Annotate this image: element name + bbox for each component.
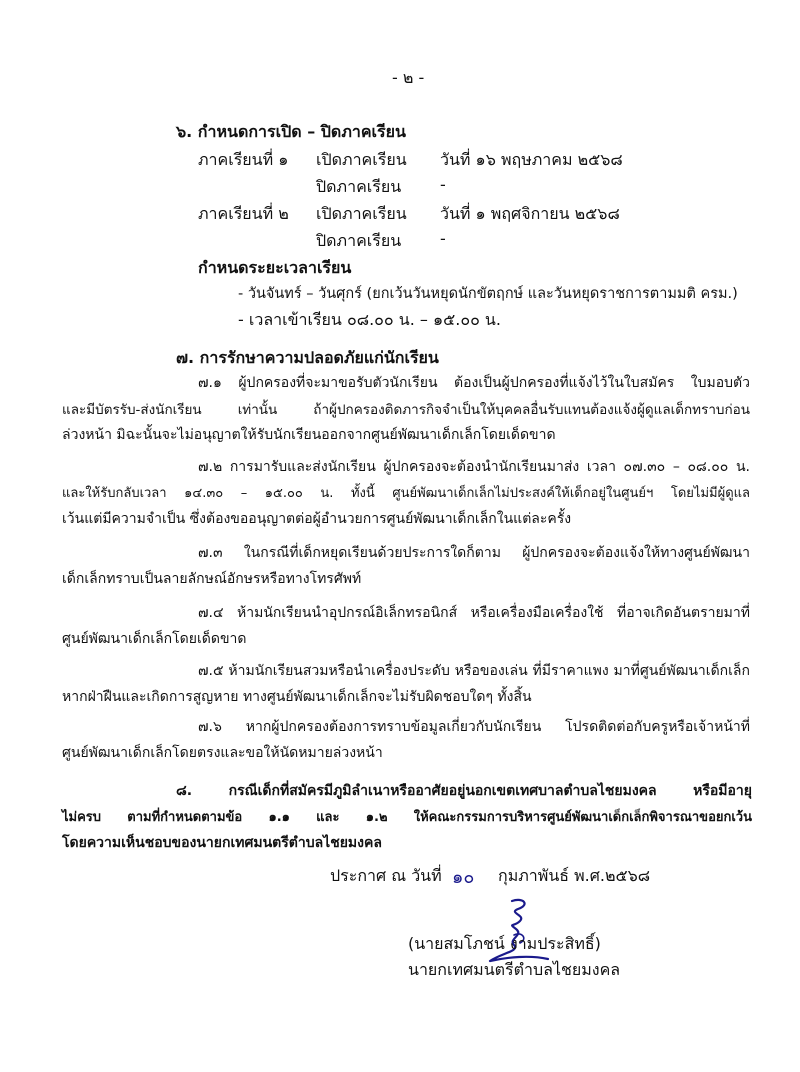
term1-label: ภาคเรียนที่ ๑ bbox=[198, 150, 289, 169]
item-line: หากฝ่าฝืนและเกิดการสูญหาย ทางศูนย์พัฒนาเด็กเล็กจะไม่รับผิดชอบใดๆ ทั้งสิ้น bbox=[62, 689, 532, 705]
item-line: ๗.๒ การมารับและส่งนักเรียน ผู้ปกครองจะต้องนำนักเรียนมาส่ง เวลา ๐๗.๓๐ – ๐๘.๐๐ น. bbox=[198, 459, 750, 475]
section8-line: ไม่ครบ ตามที่กำหนดตามข้อ ๑.๑ และ ๑.๒ ให้คณะกรรมการบริหารศูนย์พัฒนาเด็กเล็กพิจารณาขอยกเว้น bbox=[62, 810, 752, 825]
term2-close-date: - bbox=[440, 229, 446, 248]
term1-open-label: เปิดภาคเรียน bbox=[316, 150, 407, 169]
term2-open-label: เปิดภาคเรียน bbox=[316, 204, 407, 223]
section8-line: ๘. กรณีเด็กที่สมัครมีภูมิลำเนาหรืออาศัยอยู่นอกเขตเทศบาลตำบลไชยมงคล หรือมีอายุ bbox=[176, 783, 752, 799]
announcement-prefix: ประกาศ ณ วันที่ bbox=[330, 866, 442, 885]
term1-open-date: วันที่ ๑๖ พฤษภาคม ๒๕๖๘ bbox=[440, 150, 623, 169]
section7-heading: ๗. การรักษาความปลอดภัยแก่นักเรียน bbox=[176, 348, 439, 367]
announcement-month-year: กุมภาพันธ์ พ.ศ.๒๕๖๘ bbox=[498, 866, 651, 885]
announcement-day: ๑๐ bbox=[452, 867, 475, 888]
signatory-title: นายกเทศมนตรีตำบลไชยมงคล bbox=[408, 960, 621, 979]
item-line: เด็กเล็กทราบเป็นลายลักษณ์อักษรหรือทางโทรศัพท์ bbox=[62, 571, 362, 587]
item-line: ๗.๕ ห้ามนักเรียนสวมหรือนำเครื่องประดับ หรือของเล่น ที่มีราคาแพง มาที่ศูนย์พัฒนาเด็กเล็ก bbox=[198, 663, 750, 679]
item-line: ๗.๖ หากผู้ปกครองต้องการทราบข้อมูลเกี่ยวกับนักเรียน โปรดติดต่อกับครูหรือเจ้าหน้าที่ bbox=[198, 719, 750, 735]
item-line: ๗.๑ ผู้ปกครองที่จะมาขอรับตัวนักเรียน ต้องเป็นผู้ปกครองที่แจ้งไว้ในใบสมัคร ใบมอบตัว bbox=[198, 375, 750, 391]
schedule-heading: กำหนดระยะเวลาเรียน bbox=[198, 258, 352, 277]
item-line: ล่วงหน้า มิฉะนั้นจะไม่อนุญาตให้รับนักเรียนออกจากศูนย์พัฒนาเด็กเล็กโดยเด็ดขาด bbox=[62, 427, 556, 443]
item-line: ๗.๔ ห้ามนักเรียนนำอุปกรณ์อิเล็กทรอนิกส์ หรือเครื่องมือเครื่องใช้ ที่อาจเกิดอันตรายมาที่ bbox=[198, 605, 750, 621]
item-line: และมีบัตรรับ-ส่งนักเรียน เท่านั้น ถ้าผู้ปกครองติดภารกิจจำเป็นให้บุคคลอื่นรับแทนต้องแจ้งผู้ดูแลเด็กทราบก่อน bbox=[62, 402, 750, 418]
item-line: และให้รับกลับเวลา ๑๔.๓๐ – ๑๕.๐๐ น. ทั้งนี้ ศูนย์พัฒนาเด็กเล็กไม่ประสงค์ให้เด็กอยู่ในศูนย์ฯ โดยไม่มีผู้ดูแล bbox=[62, 486, 750, 501]
section8-line: โดยความเห็นชอบของนายกเทศมนตรีตำบลไชยมงคล bbox=[62, 835, 382, 851]
schedule-time: - เวลาเข้าเรียน ๐๘.๐๐ น. – ๑๕.๐๐ น. bbox=[238, 310, 501, 329]
page-number: - ๒ - bbox=[392, 68, 425, 87]
term2-label: ภาคเรียนที่ ๒ bbox=[198, 204, 289, 223]
schedule-days: - วันจันทร์ – วันศุกร์ (ยกเว้นวันหยุดนักขัตฤกษ์ และวันหยุดราชการตามมติ ครม.) bbox=[238, 286, 738, 302]
signatory-name: (นายสมโภชน์ งามประสิทธิ์) bbox=[408, 934, 601, 953]
item-line: ศูนย์พัฒนาเด็กเล็กโดยตรงและขอให้นัดหมายล่วงหน้า bbox=[62, 745, 383, 761]
item-line: เว้นแต่มีความจำเป็น ซึ่งต้องขออนุญาตต่อผู้อำนวยการศูนย์พัฒนาเด็กเล็กในแต่ละครั้ง bbox=[62, 511, 572, 527]
term1-close-label: ปิดภาคเรียน bbox=[316, 177, 402, 196]
term1-close-date: - bbox=[440, 175, 446, 194]
section6-heading: ๖. กำหนดการเปิด – ปิดภาคเรียน bbox=[176, 122, 406, 141]
item-line: ศูนย์พัฒนาเด็กเล็กโดยเด็ดขาด bbox=[62, 631, 247, 647]
item-line: ๗.๓ ในกรณีที่เด็กหยุดเรียนด้วยประการใดก็ตาม ผู้ปกครองจะต้องแจ้งให้ทางศูนย์พัฒนา bbox=[198, 545, 750, 561]
term2-close-label: ปิดภาคเรียน bbox=[316, 231, 402, 250]
term2-open-date: วันที่ ๑ พฤศจิกายน ๒๕๖๘ bbox=[440, 204, 620, 223]
